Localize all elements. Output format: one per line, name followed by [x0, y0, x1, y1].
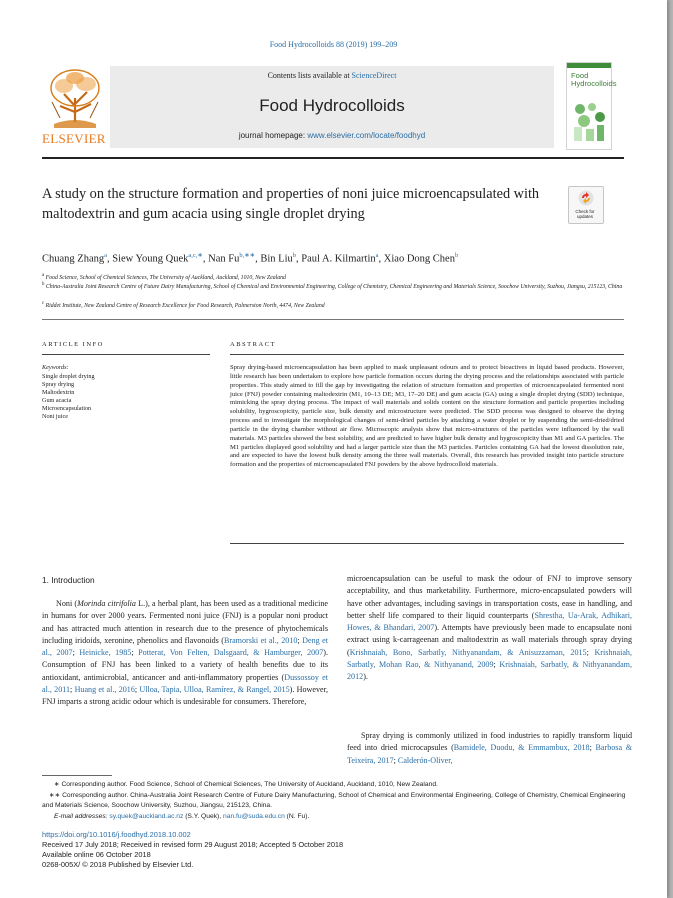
- email-link-fu[interactable]: nan.fu@suda.edu.cn: [223, 813, 285, 820]
- article-info-rule: [42, 354, 210, 355]
- copyright-line: 0268-005X/ © 2018 Published by Elsevier Ltd.: [42, 860, 194, 869]
- received-dates: Received 17 July 2018; Received in revised form 29 August 2018; Accepted 5 October 2018: [42, 840, 344, 849]
- body-text: ).: [363, 672, 368, 682]
- doi-link[interactable]: https://doi.org/10.1016/j.foodhyd.2018.10.002: [42, 830, 191, 839]
- citation-link[interactable]: Bramorski et al., 2010: [223, 635, 298, 645]
- citation-link[interactable]: Deng et al., 2007: [42, 635, 329, 658]
- body-text: ;: [393, 755, 398, 765]
- intro-paragraph-3: [347, 730, 632, 767]
- citation-link[interactable]: Huang et al., 2016: [74, 685, 135, 695]
- abstract-rule: [230, 354, 624, 355]
- footnote-corresponding-1: ∗ Corresponding author. Food Science, School of Chemical Sciences, The University of Auckland, Auckland, 1010, New Zealand.: [54, 781, 438, 788]
- citation-link[interactable]: Krishnaiah, Bono, Sarbatly, Nithyanandam, & Anisuzzaman, 2015: [349, 647, 587, 657]
- journal-homepage-link[interactable]: www.elsevier.com/locate/foodhyd: [307, 131, 426, 140]
- abstract-heading: ABSTRACT: [230, 341, 276, 348]
- journal-homepage: journal homepage: www.elsevier.com/locate/foodhyd: [238, 131, 426, 140]
- species-name: Morinda citrifolia: [77, 599, 136, 608]
- author-name: Siew Young Quek: [112, 253, 189, 265]
- keyword: Spray drying: [42, 381, 75, 388]
- body-text: ). Consumption of FNJ has been linked to a variety of health benefits due to its antioxidant, antimicrobial, anticancer and anti-inflammatory properties (: [42, 648, 328, 682]
- body-text: ;: [72, 648, 80, 658]
- header-rule: [42, 157, 624, 159]
- author-list: [42, 251, 624, 265]
- article-title: A study on the structure formation and properties of noni juice microencapsulated with maltodextrin and gum acacia using single droplet drying: [42, 186, 540, 222]
- body-text: ). Attempts have previously been made to encapsulate noni extract using k-carrageenan and maltodextrin as wall materials through spray drying (: [347, 623, 633, 657]
- author-name: Bin Liu: [260, 253, 293, 265]
- keywords-title: Keywords:: [42, 364, 69, 371]
- citation-link[interactable]: Krishnaiah, Sarbatly, & Nithyanandam, 2012: [347, 660, 632, 682]
- keyword: Single droplet drying: [42, 373, 95, 380]
- author-separator: ,: [202, 253, 209, 265]
- available-online: Available online 06 October 2018: [42, 850, 151, 859]
- body-text: ;: [131, 648, 139, 658]
- body-text: Noni (: [56, 599, 78, 608]
- keyword: Maltodextrin: [42, 389, 75, 396]
- intro-paragraph-2: [347, 573, 632, 684]
- contents-line: Contents lists available at ScienceDirect: [267, 71, 397, 80]
- citation-link[interactable]: Barbosa & Teixeira, 2017: [347, 743, 632, 765]
- body-text: microencapsulation can be useful to mask the odour of FNJ to improve sensory acceptability, and thus marketability. Furthermore, micro-encapsulated powders will have other advantages, including savings in transportation costs, ease in handling, and better shelf life compared to their liquid counterparts (: [347, 574, 632, 620]
- citation-link[interactable]: Calderón-Oliver,: [397, 755, 453, 765]
- author-affiliation-marker[interactable]: b: [454, 252, 459, 259]
- elsevier-wordmark: ELSEVIER: [42, 131, 106, 146]
- cover-illustration: [570, 97, 608, 145]
- body-text: Spray drying is commonly utilized in food industries to rapidly transform liquid feed into dried microcapsules (: [347, 731, 632, 753]
- author-name: Nan Fu: [208, 253, 240, 265]
- author-separator: ,: [107, 253, 113, 265]
- footnote-corresponding-2: ∗∗ Corresponding author. China-Australia Joint Research Centre of Future Dairy Manufacturing, School of Chemical and Environmental Engineering, College of Chemistry, Chemical Engineering and Materials Science, Soochow University, Suzhou, Jiangsu, 215123, China.: [42, 792, 626, 809]
- body-text: L.), a herbal plant, has been used as a traditional medicine in humans for over 2000 years. Fermented noni juice (FNJ) is a popular noni product and has attracted much attention in research due to the presence of phytochemicals including iridoids, xeronine, phenolics and flavonoids (: [42, 599, 329, 645]
- author-affiliation-marker[interactable]: a,c,∗: [188, 252, 203, 259]
- author-affiliation-marker[interactable]: a: [104, 252, 108, 259]
- sciencedirect-link[interactable]: ScienceDirect: [351, 71, 397, 80]
- intro-paragraph-1: [42, 598, 328, 709]
- keyword: Noni juice: [42, 413, 68, 420]
- citation-link[interactable]: Bamidele, Duodu, & Emmambux, 2018: [453, 743, 590, 753]
- footnote-rule: [42, 775, 112, 776]
- abstract-bottom-rule: [230, 543, 624, 544]
- author-name: Xiao Dong Chen: [383, 253, 455, 265]
- check-for-updates-label: Check for updates: [575, 209, 595, 219]
- affiliation-b: $^b$ China-Australia Joint Research Centre of Future Dairy Manufacturing, School of Chemical and Environmental Engineering, College of Chemistry, Chemical Engineering and Materials Science, Soochow University, Suzhou, Jiangsu, 215123, China: [42, 282, 623, 290]
- body-text: ;: [586, 647, 595, 657]
- affiliations-rule: [42, 319, 624, 320]
- citation-link[interactable]: Krishnaiah, Sarbatly, Mohan Rao, & Nithyanand, 2009: [347, 647, 632, 670]
- body-text: ;: [493, 660, 500, 670]
- body-text: ;: [589, 743, 596, 753]
- citation-link[interactable]: Dussossoy et al., 2011: [42, 672, 328, 695]
- keyword: Gum acacia: [42, 397, 72, 404]
- body-text: ;: [134, 685, 140, 695]
- author-separator: ,: [378, 253, 384, 265]
- footnote-emails: E-mail addresses: sy.quek@auckland.ac.nz (S.Y. Quek), nan.fu@suda.edu.cn (N. Fu).: [54, 813, 310, 820]
- journal-title: Food Hydrocolloids: [259, 96, 405, 115]
- abstract-text: Spray drying-based microencapsulation has been applied to mask unpleasant odours and to protect bioactives in liquid based products. However, little research has been undertaken to explore how particle formation occurs during the drying process and the relationships associated with particle properties. This study aimed to fill the gap by investigating the relation of structure formation and properties of microencapsulated fermented noni juice (FNJ) powder containing maltodextrin (M1, 10–13 DE; M3, 17–20 DE) and gum acacia (GA) using a single droplet drying (SDD) technique, mimicking the spray drying process. The impact of wall materials and solids content on the structure formation and particle properties including solubility, hygroscopicity, particle size, bulk density and microstructure were predicted. The SDD process was designed to observe the drying process and to investigate the morphological changes of semi-dried particles by attaching a water droplet or by suspending the semi-dried/dried particle in the drying chamber without air flow. Microscopic analysis show that micro-structures of the particles were influenced by the wall materials. M3 particles showed the best solubility, and are predicted to have higher bulk density and hygroscopicity than M1 and GA particles. The M1 particles displayed good solubility and had a larger particle size than the M3 particles. Particles containing GA had the lowest dissolution rate, and are expected to have the lowest bulk density among the three wall materials. Overall, this research has provided insight into particle structure formation and the properties of microencapsulated FNJ powders by the above hydrocolloid materials.: [230, 364, 624, 469]
- body-text: ). However, FNJ imparts a strong acidic odour which is undesirable for consumers. Therefore,: [42, 685, 329, 707]
- author-name: Chuang Zhang: [42, 253, 105, 265]
- introduction-heading: 1. Introduction: [42, 575, 95, 585]
- affiliation-c: $^c$ Riddet Institute, New Zealand Centre of Research Excellence for Food Research, Palmerston North, 4474, New Zealand: [42, 301, 325, 309]
- email-link-quek[interactable]: sy.quek@auckland.ac.nz: [109, 813, 184, 820]
- check-updates-icon: [578, 190, 594, 206]
- citation-link[interactable]: Potterat, Von Felten, Dalsgaard, & Hamburger, 2007: [138, 648, 324, 658]
- body-text: ;: [297, 635, 303, 645]
- author-separator: ,: [255, 253, 261, 265]
- affiliation-a: $^a$ Food Science, School of Chemical Sciences, The University of Auckland, Auckland, 1010, New Zealand: [42, 273, 286, 281]
- author-affiliation-marker[interactable]: b,∗∗: [239, 252, 256, 259]
- citation-link[interactable]: Shrestha, Ua-Arak, Adhikari, Howes, & Bhandari, 2007: [347, 610, 632, 633]
- author-affiliation-marker[interactable]: a: [375, 252, 379, 259]
- cover-title: Food Hydrocolloids: [571, 71, 617, 88]
- citation-link[interactable]: Heinicke, 1985: [79, 648, 132, 658]
- article-info-heading: ARTICLE INFO: [42, 341, 104, 348]
- keyword: Microencapsulation: [42, 405, 92, 412]
- author-affiliation-marker[interactable]: b: [292, 252, 297, 259]
- author-separator: ,: [296, 253, 302, 265]
- author-name: Paul A. Kilmartin: [301, 253, 376, 265]
- citation-link[interactable]: Ulloa, Tapia, Ulloa, Ramírez, & Rangel, 2015: [139, 685, 290, 695]
- body-text: ;: [70, 685, 75, 695]
- journal-reference[interactable]: Food Hydrocolloids 88 (2019) 199–209: [269, 40, 398, 49]
